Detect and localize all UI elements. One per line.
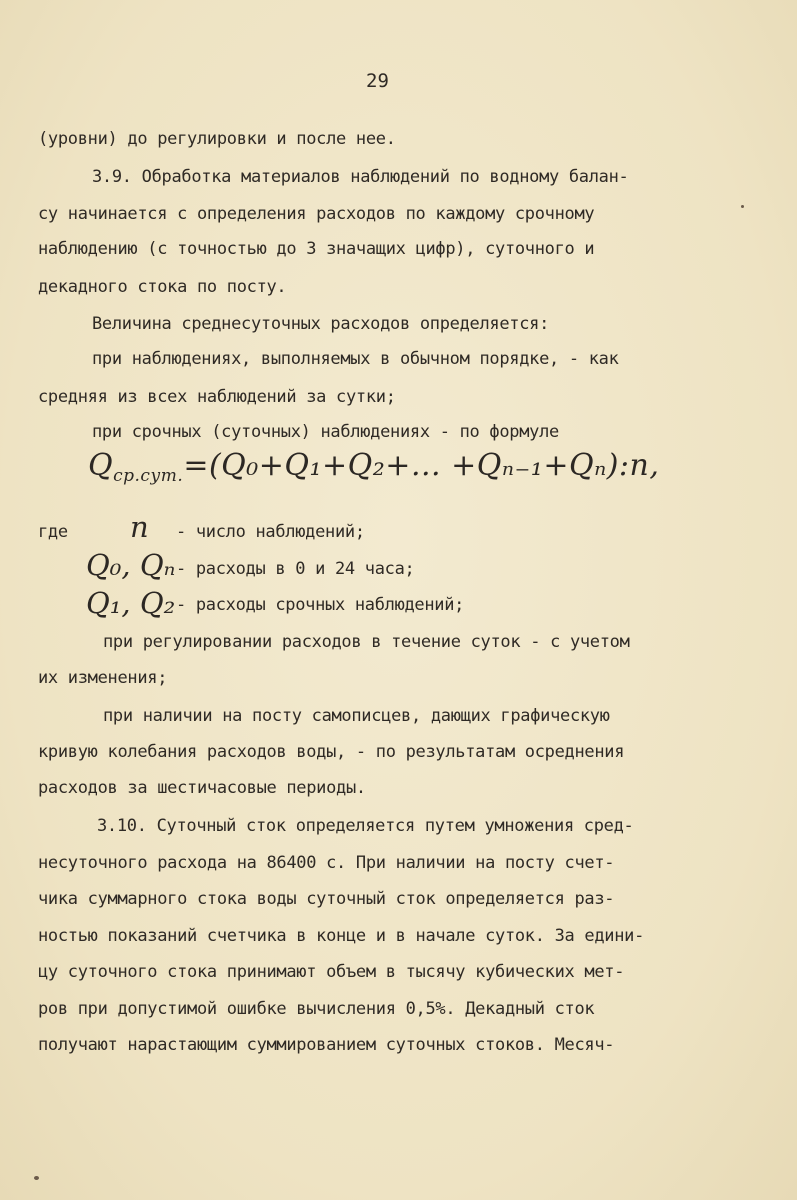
text-line: при наличии на посту самописцев, дающих графическую	[103, 706, 610, 726]
text-line: несуточного расхода на 86400 с. При наличии на посту счет-	[38, 853, 615, 873]
text-line: 3.10. Суточный сток определяется путем умножения сред-	[97, 816, 634, 836]
definition-q0-qn: - расходы в 0 и 24 часа;	[176, 559, 415, 579]
text-line: при регулировании расходов в течение суток - с учетом	[103, 632, 630, 652]
text-line: ров при допустимой ошибке вычисления 0,5%. Декадный сток	[38, 999, 595, 1019]
text-line: чика суммарного стока воды суточный сток определяется раз-	[38, 889, 615, 909]
definition-q1-q2: - расходы срочных наблюдений;	[176, 595, 465, 615]
formula	[88, 448, 659, 486]
symbol-q0-qn: Q₀, Qₙ	[86, 548, 176, 582]
text-line: Величина среднесуточных расходов определяется:	[92, 314, 550, 334]
text-line: 3.9. Обработка материалов наблюдений по водному балан-	[92, 167, 629, 187]
text-line: получают нарастающим суммированием суточных стоков. Месяч-	[38, 1035, 615, 1055]
symbol-n: n	[130, 510, 149, 544]
text-line: расходов за шестичасовые периоды.	[38, 778, 366, 798]
text-line: при срочных (суточных) наблюдениях - по формуле	[92, 422, 559, 442]
text-line: кривую колебания расходов воды, - по результатам осреднения	[38, 742, 625, 762]
formula-lhs: Q	[88, 448, 114, 483]
page-number: 29	[366, 70, 389, 92]
text-line: ностью показаний счетчика в конце и в начале суток. За едини-	[38, 926, 645, 946]
text-line: наблюдению (с точностью до 3 значащих цифр), суточного и	[38, 239, 595, 259]
text-line: су начинается с определения расходов по каждому срочному	[38, 204, 595, 224]
text-line: средняя из всех наблюдений за сутки;	[38, 387, 396, 407]
text-line: декадного стока по посту.	[38, 277, 287, 297]
formula-rhs: =(Q₀+Q₁+Q₂+... +Qₙ₋₁+Qₙ):n,	[183, 448, 660, 483]
symbol-q1-q2: Q₁, Q₂	[86, 586, 176, 620]
text-line: (уровни) до регулировки и после нее.	[38, 129, 396, 149]
definition-n: - число наблюдений;	[176, 522, 365, 542]
formula-lhs-subscript: ср.сут.	[113, 466, 184, 486]
text-line: их изменения;	[38, 668, 168, 688]
paper-speck	[741, 205, 744, 208]
text-line: при наблюдениях, выполняемых в обычном порядке, - как	[92, 349, 619, 369]
where-label: где	[38, 522, 68, 542]
paper-speck	[34, 1176, 39, 1180]
text-line: цу суточного стока принимают объем в тысячу кубических мет-	[38, 962, 625, 982]
